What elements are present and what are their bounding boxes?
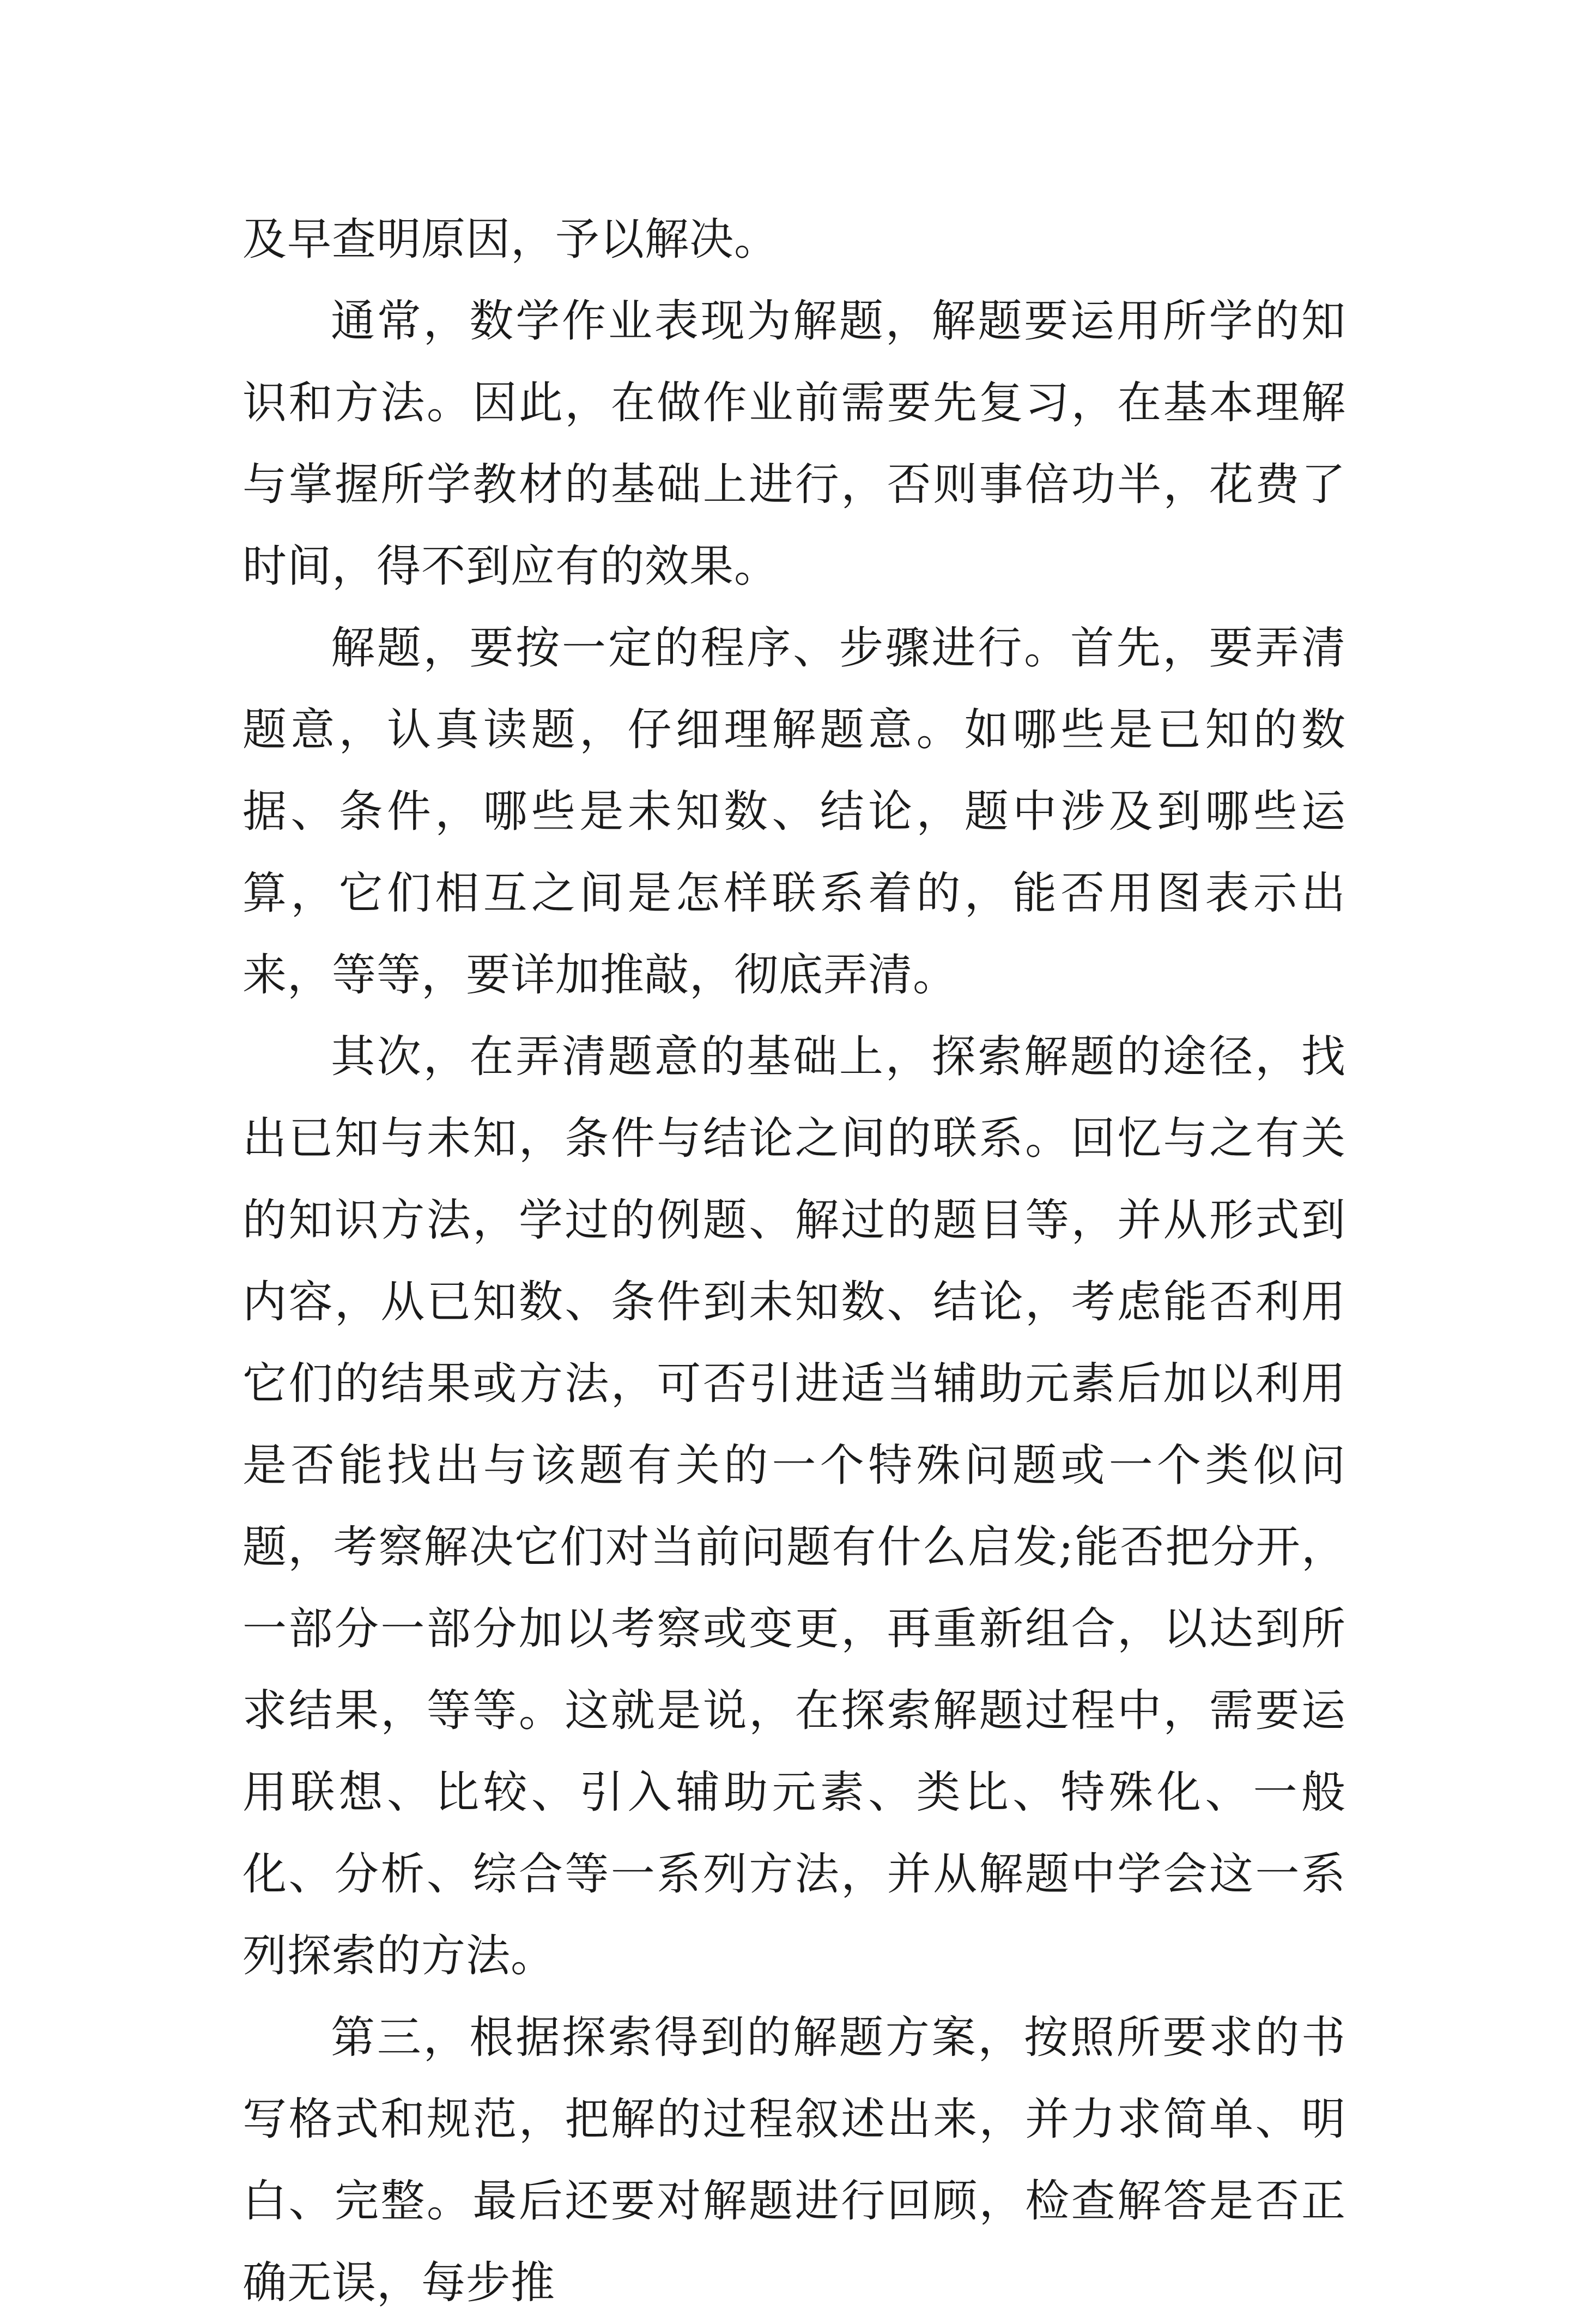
paragraph-4: 其次，在弄清题意的基础上，探索解题的途径，找出已知与未知，条件与结论之间的联系。回忆与之有关的知识方法，学过的例题、解过的题目等，并从形式到内容，从已知数、条件到未知数、结论，考虑能否利用它们的结果或方法，可否引进适当辅助元素后加以利用是否能找出与该题有关的一个特殊问题或一个类似问题，考察解决它们对当前问题有什么启发;能否把分开，一部分一部分加以考察或变更，再重新组合，以达到所求结果，等等。这就是说，在探索解题过程中，需要运用联想、比较、引入辅助元素、类比、特殊化、一般化、分析、综合等一系列方法，并从解题中学会这一系列探索的方法。 xyxy=(242,1031,1346,1982)
document-body xyxy=(242,199,1346,2324)
paragraph-3: 解题，要按一定的程序、步骤进行。首先，要弄清题意，认真读题，仔细理解题意。如哪些是已知的数据、条件，哪些是未知数、结论，题中涉及到哪些运算，它们相互之间是怎样联系着的，能否用图表示出来，等等，要详加推敲，彻底弄清。 xyxy=(242,623,1346,1001)
paragraph-5: 第三，根据探索得到的解题方案，按照所要求的书写格式和规范，把解的过程叙述出来，并力求简单、明白、完整。最后还要对解题进行回顾，检查解答是否正确无误，每步推 xyxy=(242,2012,1346,2309)
paragraph-2: 通常，数学作业表现为解题，解题要运用所学的知识和方法。因此，在做作业前需要先复习，在基本理解与掌握所学教材的基础上进行，否则事倍功半，花费了时间，得不到应有的效果。 xyxy=(242,296,1346,592)
paragraph-1: 及早查明原因，予以解决。 xyxy=(242,214,779,265)
